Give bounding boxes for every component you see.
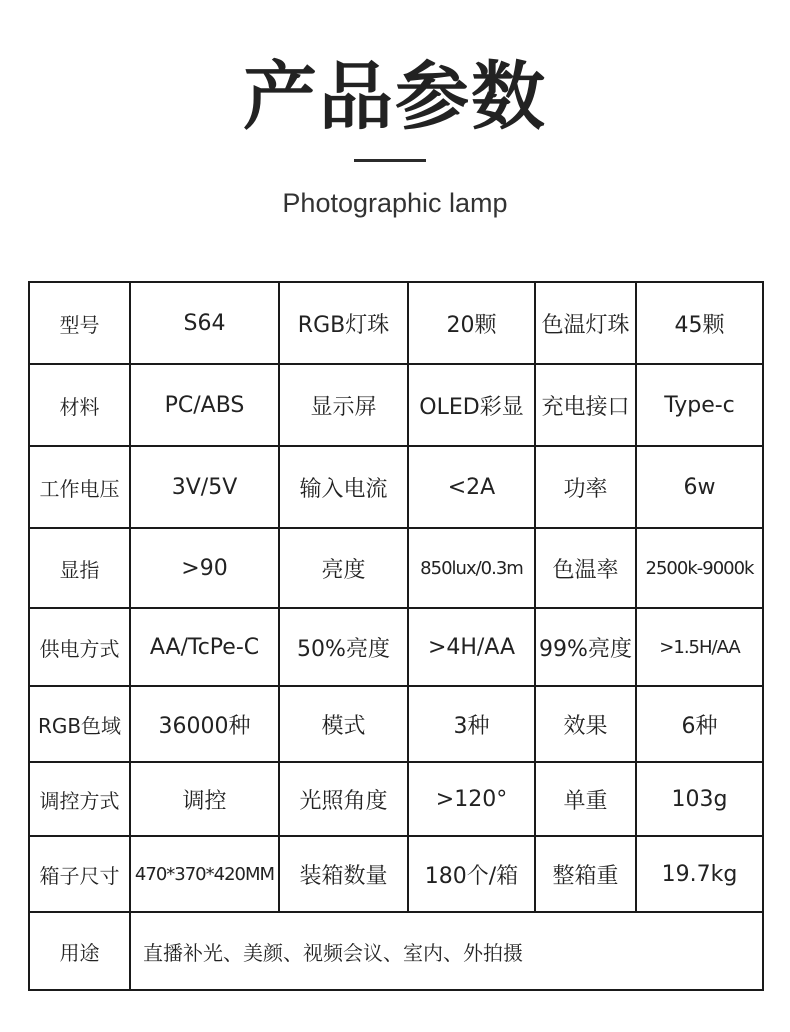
- spec-value: <2A: [408, 446, 535, 528]
- spec-label: RGB色域: [29, 686, 130, 762]
- spec-value: 36000种: [130, 686, 279, 762]
- spec-label: 光照角度: [279, 762, 408, 836]
- spec-label: 亮度: [279, 528, 408, 608]
- spec-label: 箱子尺寸: [29, 836, 130, 912]
- spec-value: 470*370*420MM: [130, 836, 279, 912]
- spec-value: 180个/箱: [408, 836, 535, 912]
- spec-value: 45颗: [636, 282, 763, 364]
- spec-label: 整箱重: [535, 836, 636, 912]
- spec-label: 色温率: [535, 528, 636, 608]
- spec-value: 2500k-9000k: [636, 528, 763, 608]
- table-row: [29, 528, 763, 608]
- spec-label: 效果: [535, 686, 636, 762]
- spec-value: OLED彩显: [408, 364, 535, 446]
- spec-value: >90: [130, 528, 279, 608]
- spec-value: >4H/AA: [408, 608, 535, 686]
- spec-value: 850lux/0.3m: [408, 528, 535, 608]
- spec-label: 充电接口: [535, 364, 636, 446]
- spec-value: S64: [130, 282, 279, 364]
- spec-value: 6w: [636, 446, 763, 528]
- title-divider: [354, 159, 426, 162]
- spec-value: PC/ABS: [130, 364, 279, 446]
- spec-label: 50%亮度: [279, 608, 408, 686]
- spec-value: Type-c: [636, 364, 763, 446]
- spec-label: 单重: [535, 762, 636, 836]
- spec-label: 99%亮度: [535, 608, 636, 686]
- spec-value: 3V/5V: [130, 446, 279, 528]
- spec-label: 显示屏: [279, 364, 408, 446]
- spec-value: AA/TcPe-C: [130, 608, 279, 686]
- spec-label: 调控方式: [29, 762, 130, 836]
- spec-label: 输入电流: [279, 446, 408, 528]
- spec-value: 6种: [636, 686, 763, 762]
- spec-label: 模式: [279, 686, 408, 762]
- spec-table: [28, 281, 764, 991]
- page-title: 产品参数: [243, 54, 547, 140]
- spec-label: 功率: [535, 446, 636, 528]
- table-row: [29, 912, 763, 990]
- spec-label: 型号: [29, 282, 130, 364]
- spec-value: 调控: [130, 762, 279, 836]
- table-row: [29, 446, 763, 528]
- table-row: [29, 836, 763, 912]
- spec-value-usage: 直播补光、美颜、视频会议、室内、外拍摄: [130, 912, 763, 990]
- table-row: [29, 608, 763, 686]
- spec-value: 3种: [408, 686, 535, 762]
- table-row: [29, 686, 763, 762]
- spec-label: RGB灯珠: [279, 282, 408, 364]
- spec-value: 19.7kg: [636, 836, 763, 912]
- table-row: [29, 282, 763, 364]
- spec-value: >1.5H/AA: [636, 608, 763, 686]
- spec-label: 装箱数量: [279, 836, 408, 912]
- spec-label: 工作电压: [29, 446, 130, 528]
- spec-value: >120°: [408, 762, 535, 836]
- spec-label: 材料: [29, 364, 130, 446]
- spec-label: 显指: [29, 528, 130, 608]
- table-row: [29, 364, 763, 446]
- spec-label: 色温灯珠: [535, 282, 636, 364]
- spec-value: 20颗: [408, 282, 535, 364]
- table-row: [29, 762, 763, 836]
- spec-label-usage: 用途: [29, 912, 130, 990]
- page-subtitle: Photographic lamp: [282, 188, 508, 218]
- spec-label: 供电方式: [29, 608, 130, 686]
- spec-value: 103g: [636, 762, 763, 836]
